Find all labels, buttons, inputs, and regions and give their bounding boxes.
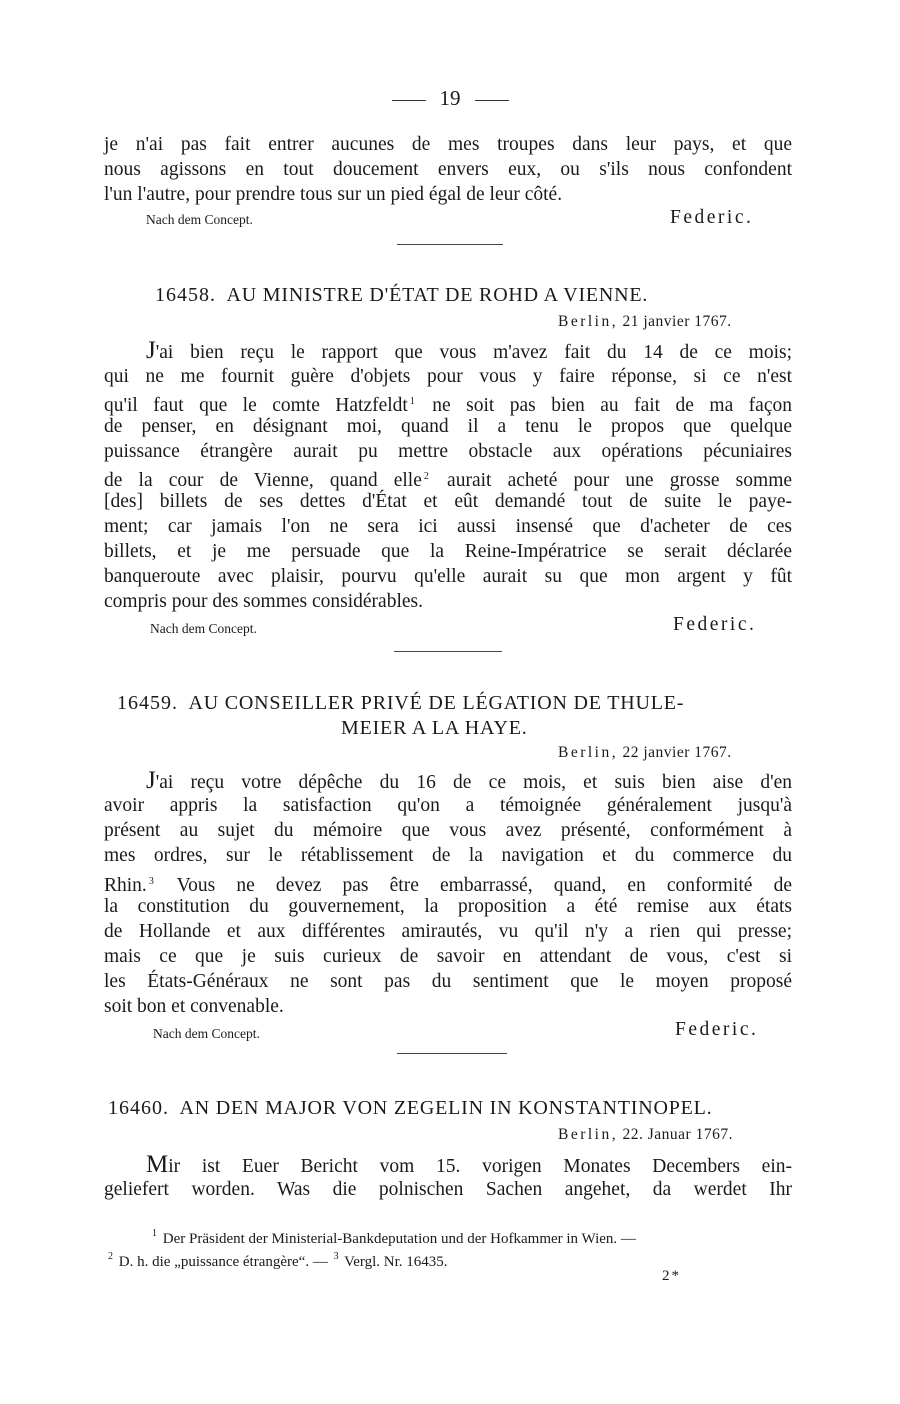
body-line: l'un l'autre, pour prendre tous sur un pied égal de leur côté. bbox=[104, 184, 563, 205]
footnote-marker: 3 bbox=[148, 876, 154, 887]
body-line: de la cour de Vienne, quand elle $^2$ aurait acheté pour une grosse somme bbox=[104, 470, 793, 491]
body-line: puissance étrangère aurait pu mettre obstacle aux opérations pécuniaires bbox=[104, 441, 792, 462]
footnote-marker: 2 bbox=[423, 471, 429, 482]
body-line: qui ne me fournit guère d'objets pour vous y faire réponse, si ce n'est bbox=[104, 366, 792, 387]
body-line: les États-Généraux ne sont pas du sentiment que le moyen proposé bbox=[104, 971, 792, 992]
page-number: 19 bbox=[0, 86, 900, 111]
letter-heading bbox=[108, 1097, 712, 1120]
footnote-marker: 1 bbox=[409, 396, 415, 407]
signature: Federic. bbox=[670, 207, 754, 228]
signature: Federic. bbox=[673, 614, 757, 635]
body-line: nous agissons en tout doucement envers eux, ou s'ils nous confondent bbox=[104, 159, 792, 180]
body-line: Mir ist Euer Bericht vom 15. vorigen Monates Decembers ein- bbox=[146, 1151, 792, 1178]
body-line: la constitution du gouvernement, la proposition a été remise aux états bbox=[104, 896, 792, 917]
body-line: compris pour des sommes considérables. bbox=[104, 591, 423, 612]
body-line: je n'ai pas fait entrer aucunes de mes troupes dans leur pays, et que bbox=[104, 134, 792, 155]
letter-date: Berlin, 22 janvier 1767. bbox=[558, 744, 732, 761]
letter-heading bbox=[155, 284, 648, 307]
letter-title-continued: MEIER A LA HAYE. bbox=[341, 717, 528, 739]
footnote-2-3: $^2$ D. h. die „puissance étrangère“. — $^3$ Vergl. Nr. 16435. bbox=[108, 1251, 448, 1270]
body-line: banqueroute avec plaisir, pourvu qu'elle aurait su que mon argent y fût bbox=[104, 566, 792, 587]
body-line: billets, et je me persuade que la Reine-Impératrice se serait déclarée bbox=[104, 541, 792, 562]
body-line: geliefert worden. Was die polnischen Sachen angehet, da werdet Ihr bbox=[104, 1179, 792, 1200]
letter-title: AU MINISTRE D'ÉTAT DE ROHD A VIENNE. bbox=[226, 284, 649, 306]
body-line: soit bon et convenable. bbox=[104, 996, 284, 1017]
footnote-1: $^1$ Der Präsident der Ministerial-Bankdeputation und der Hofkammer in Wien. — bbox=[152, 1228, 636, 1247]
letter-title: AU CONSEILLER PRIVÉ DE LÉGATION DE THULE- bbox=[188, 692, 685, 714]
body-line: de Hollande et aux différentes amirautés, vu qu'il n'y a rien qui presse; bbox=[104, 921, 792, 942]
letter-number: 16460. bbox=[108, 1097, 169, 1119]
source-note: Nach dem Concept. bbox=[153, 1026, 260, 1041]
section-divider bbox=[397, 1053, 507, 1054]
body-line: mais ce que je suis curieux de savoir en attendant de vous, c'est si bbox=[104, 946, 792, 967]
letter-heading bbox=[117, 692, 684, 715]
page-number-dash-left bbox=[392, 100, 426, 101]
body-line: de penser, en désignant moi, quand il a tenu le propos que quelque bbox=[104, 416, 792, 437]
source-note: Nach dem Concept. bbox=[146, 212, 253, 227]
body-line: [des] billets de ses dettes d'État et eût demandé tout de suite le paye- bbox=[104, 491, 792, 512]
initial-letter: J bbox=[146, 767, 156, 794]
section-divider bbox=[397, 244, 503, 245]
letter-date: Berlin, 21 janvier 1767. bbox=[558, 313, 732, 330]
body-line: avoir appris la satisfaction qu'on a témoignée généralement jusqu'à bbox=[104, 795, 792, 816]
section-divider bbox=[394, 651, 502, 652]
letter-date: Berlin, 22. Januar 1767. bbox=[558, 1126, 733, 1143]
body-line: qu'il faut que le comte Hatzfeldt $^1$ ne soit pas bien au fait de ma façon bbox=[104, 395, 792, 416]
body-line: J'ai bien reçu le rapport que vous m'avez fait du 14 de ce mois; bbox=[146, 337, 792, 364]
letter-number: 16459. bbox=[117, 692, 178, 714]
body-line: Rhin. $^3$ Vous ne devez pas être embarrassé, quand, en conformité de bbox=[104, 875, 792, 896]
body-line: présent au sujet du mémoire que vous avez présenté, conformément à bbox=[104, 820, 792, 841]
source-note: Nach dem Concept. bbox=[150, 621, 257, 636]
signature-mark: 2* bbox=[662, 1268, 681, 1284]
body-line: J'ai reçu votre dépêche du 16 de ce mois, et suis bien aise d'en bbox=[146, 767, 792, 794]
initial-letter: J bbox=[146, 337, 156, 364]
letter-title: AN DEN MAJOR VON ZEGELIN IN KONSTANTINOPEL. bbox=[179, 1097, 713, 1119]
letter-number: 16458. bbox=[155, 284, 216, 306]
page-number-dash-right bbox=[475, 100, 509, 101]
signature: Federic. bbox=[675, 1019, 759, 1040]
body-line: mes ordres, sur le rétablissement de la navigation et du commerce du bbox=[104, 845, 792, 866]
body-line: ment; car jamais l'on ne sera ici aussi insensé que d'acheter de ces bbox=[104, 516, 792, 537]
initial-letter: M bbox=[146, 1151, 169, 1178]
